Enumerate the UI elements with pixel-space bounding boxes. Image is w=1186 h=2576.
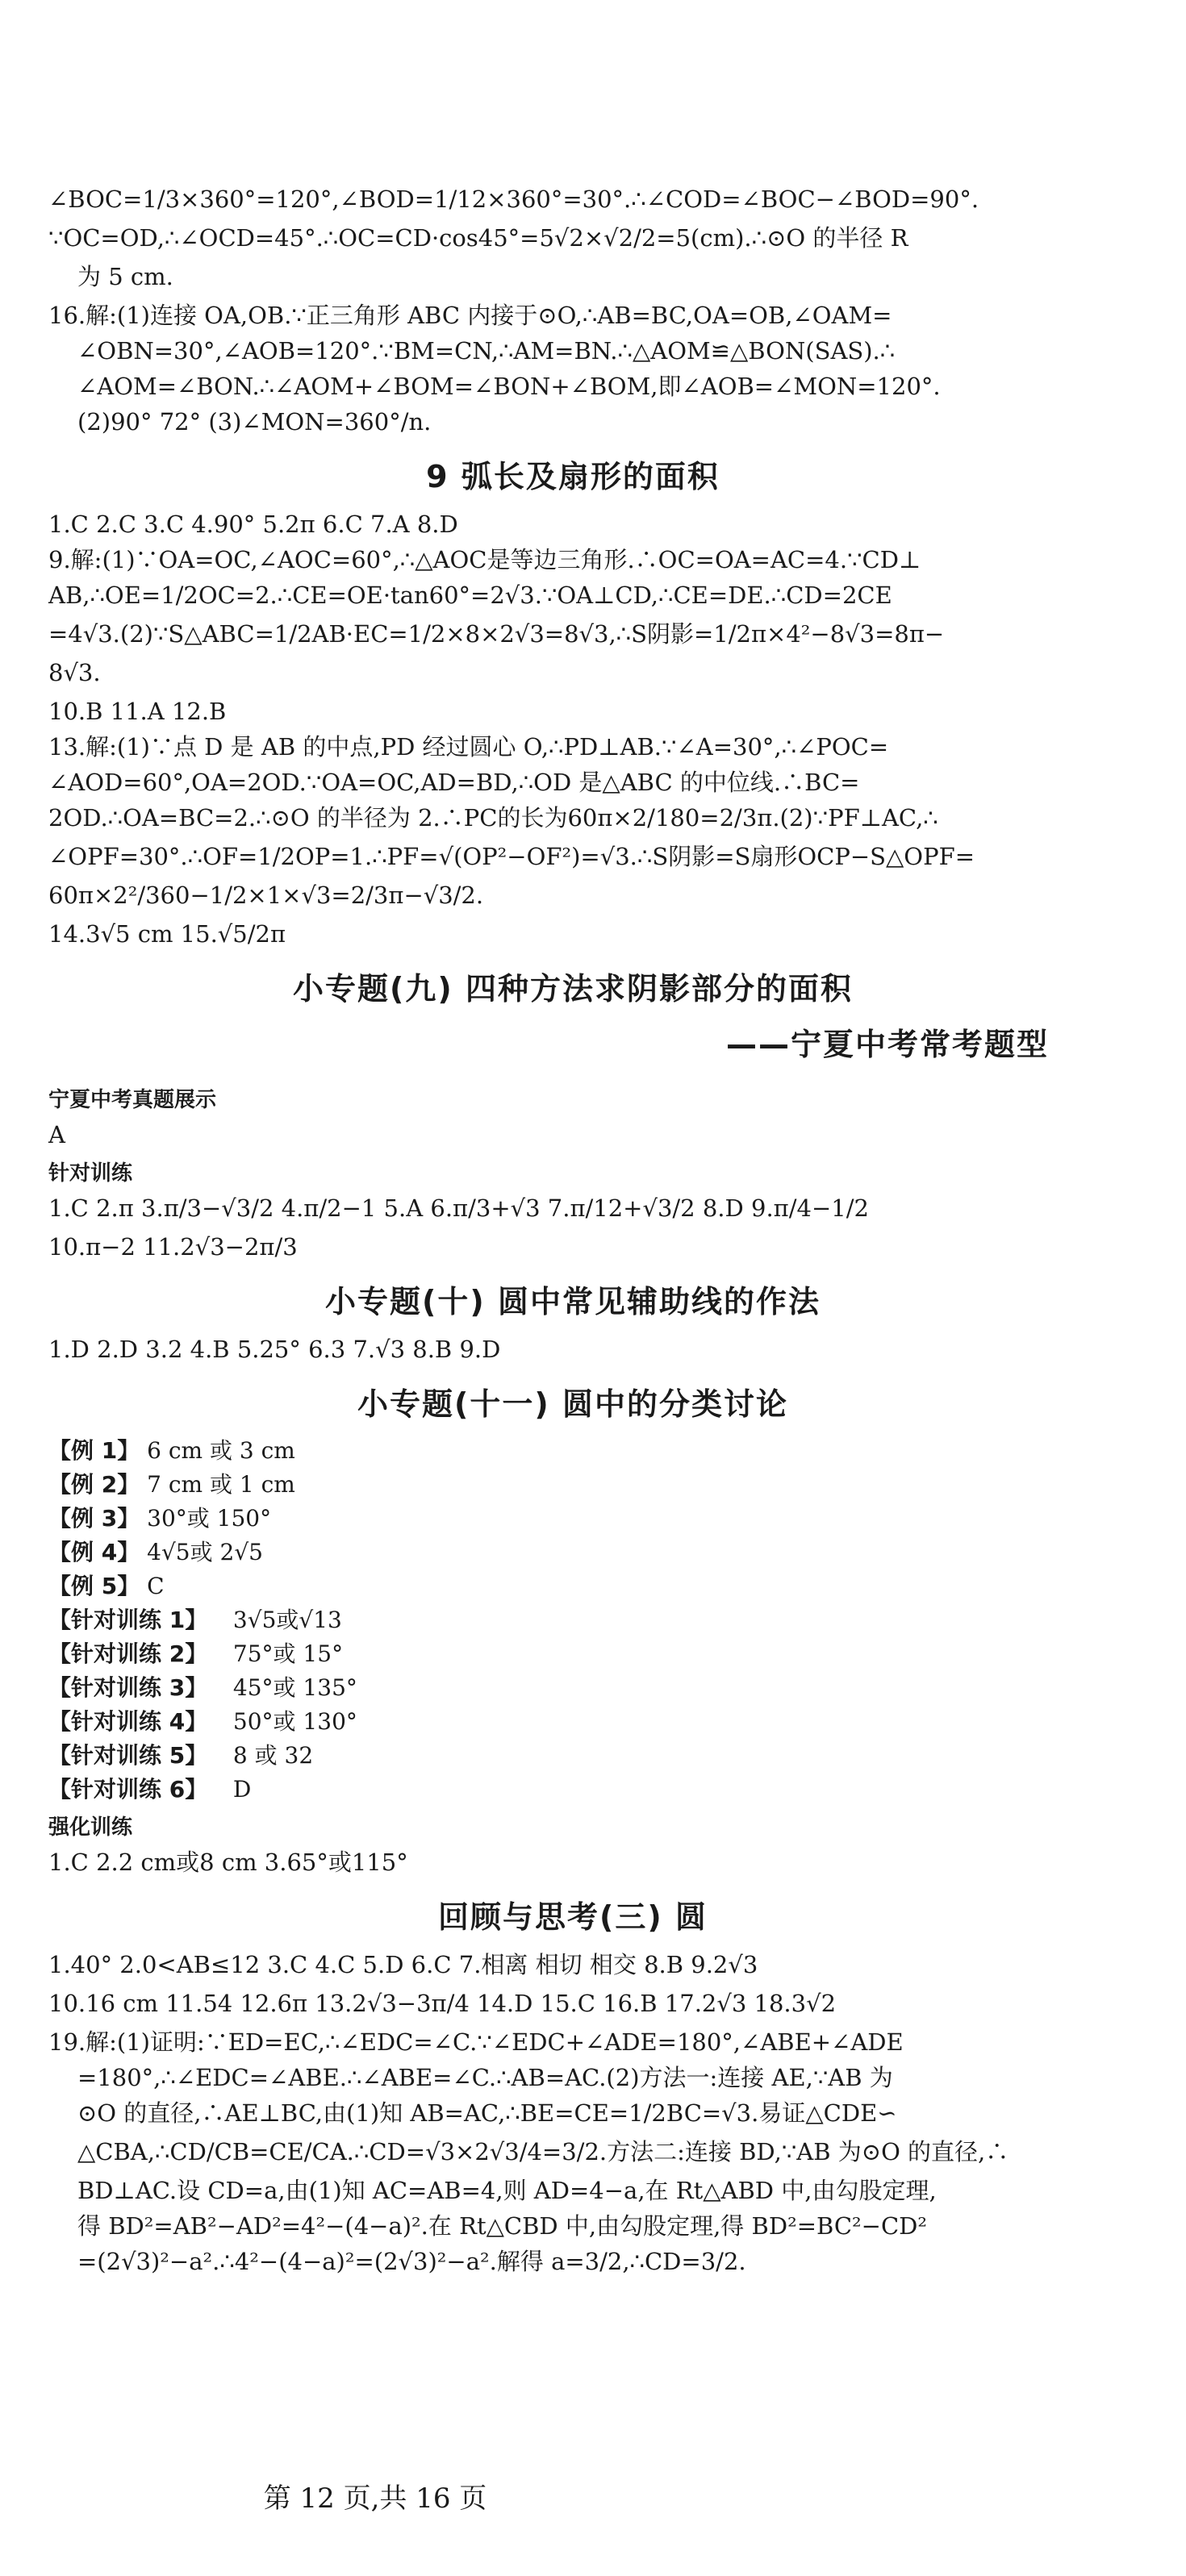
training-row (48, 1675, 1097, 1701)
example-answer: 4√5或 2√5 (147, 1539, 263, 1565)
text-line: =180°,∴∠EDC=∠ABE.∴∠ABE=∠C.∴AB=AC.(2)方法一:连接 AE,∵AB 为 (77, 2064, 893, 2091)
text-line: ∠AOM=∠BON.∴∠AOM+∠BOM=∠BON+∠BOM,即∠AOB=∠MON=120°. (77, 373, 941, 400)
training-row (48, 1641, 1097, 1667)
section-heading: 小专题(十) 圆中常见辅助线的作法 (325, 1284, 821, 1319)
answer-row: 10.B 11.A 12.B (48, 698, 227, 725)
text-line: 2OD.∴OA=BC=2.∴⊙O 的半径为 2.∴PC的长为60π×2/180=2/3π.(2)∵PF⊥AC,∴ (48, 804, 938, 832)
answer-row: 1.C 2.2 cm或8 cm 3.65°或115° (48, 1849, 408, 1876)
text-line: ∠BOC=1/3×360°=120°,∠BOD=1/12×360°=30°.∴∠COD=∠BOC−∠BOD=90°. (48, 185, 979, 213)
training-label: 【针对训练 6】 (48, 1776, 208, 1803)
training-answer: 75°或 15° (232, 1640, 344, 1667)
text-line: ∠OPF=30°.∴OF=1/2OP=1.∴PF=√(OP²−OF²)=√3.∴S阴影=S扇形OCP−S△OPF= (48, 843, 975, 870)
example-row (48, 1574, 1097, 1599)
answer-row: 14.3√5 cm 15.√5/2π (48, 920, 286, 948)
text-line: 60π×2²/360−1/2×1×√3=2/3π−√3/2. (48, 882, 484, 909)
example-row (48, 1472, 1097, 1498)
training-answer: D (232, 1776, 252, 1803)
text-line: 为 5 cm. (77, 263, 173, 290)
example-answer: C (147, 1573, 165, 1599)
answer-row: 1.D 2.D 3.2 4.B 5.25° 6.3 7.√3 8.B 9.D (48, 1336, 501, 1363)
example-row (48, 1438, 1097, 1464)
training-label: 【针对训练 4】 (48, 1708, 208, 1735)
training-row (48, 1709, 1097, 1735)
text-line: 得 BD²=AB²−AD²=4²−(4−a)².在 Rt△CBD 中,由勾股定理,得 BD²=BC²−CD² (77, 2212, 928, 2240)
text-line: 8√3. (48, 659, 101, 686)
text-line: =4√3.(2)∵S△ABC=1/2AB·EC=1/2×8×2√3=8√3,∴S阴影=1/2π×4²−8√3=8π− (48, 620, 945, 648)
text-line: =(2√3)²−a².∴4²−(4−a)²=(2√3)²−a².解得 a=3/2,∴CD=3/2. (77, 2248, 746, 2275)
answer-row: 10.π−2 11.2√3−2π/3 (48, 1233, 298, 1261)
text-line: ∠OBN=30°,∠AOB=120°.∵BM=CN,∴AM=BN.∴△AOM≌△BON(SAS).∴ (77, 337, 896, 365)
answer-row: 1.C 2.C 3.C 4.90° 5.2π 6.C 7.A 8.D (48, 511, 458, 538)
example-answer: 30°或 150° (147, 1505, 272, 1532)
text-line: △CBA,∴CD/CB=CE/CA.∴CD=√3×2√3/4=3/2.方法二:连接 BD,∵AB 为⊙O 的直径,∴ (77, 2138, 1009, 2165)
sub-heading: 强化训练 (48, 1815, 133, 1840)
training-answer: 50°或 130° (232, 1708, 357, 1735)
text-line: 13.解:(1)∵点 D 是 AB 的中点,PD 经过圆心 O,∴PD⊥AB.∵∠A=30°,∴∠POC= (48, 733, 889, 761)
sub-heading: 针对训练 (48, 1161, 133, 1186)
section-heading: 小专题(九) 四种方法求阴影部分的面积 (293, 971, 853, 1007)
text-line: 19.解:(1)证明:∵ED=EC,∴∠EDC=∠C.∵∠EDC+∠ADE=180°,∠ABE+∠ADE (48, 2028, 904, 2056)
training-row (48, 1607, 1097, 1633)
training-row (48, 1777, 1097, 1803)
example-label: 【例 1】 (48, 1437, 140, 1464)
training-label: 【针对训练 3】 (48, 1674, 208, 1701)
text-line: ∵OC=OD,∴∠OCD=45°.∴OC=CD·cos45°=5√2×√2/2=5(cm).∴⊙O 的半径 R (48, 224, 908, 252)
training-label: 【针对训练 5】 (48, 1742, 208, 1769)
example-row (48, 1540, 1097, 1565)
example-answer: 7 cm 或 1 cm (147, 1471, 295, 1498)
training-label: 【针对训练 1】 (48, 1607, 208, 1633)
text-line: 16.解:(1)连接 OA,OB.∵正三角形 ABC 内接于⊙O,∴AB=BC,OA=OB,∠OAM= (48, 302, 892, 329)
text-line: ⊙O 的直径,∴AE⊥BC,由(1)知 AB=AC,∴BE=CE=1/2BC=√3.易证△CDE∽ (77, 2099, 897, 2127)
text-line: AB,∴OE=1/2OC=2.∴CE=OE·tan60°=2√3.∵OA⊥CD,∴CE=DE.∴CD=2CE (48, 581, 892, 609)
training-answer: 8 或 32 (232, 1742, 314, 1769)
answer-row: 10.16 cm 11.54 12.6π 13.2√3−3π/4 14.D 15.C 16.B 17.2√3 18.3√2 (48, 1990, 837, 2017)
text-line: ∠AOD=60°,OA=2OD.∵OA=OC,AD=BD,∴OD 是△ABC 的中位线.∴BC= (48, 769, 860, 796)
example-row (48, 1506, 1097, 1532)
training-label: 【针对训练 2】 (48, 1640, 208, 1667)
text-line: BD⊥AC.设 CD=a,由(1)知 AC=AB=4,则 AD=4−a,在 Rt△ABD 中,由勾股定理, (77, 2177, 937, 2204)
text-line: 9.解:(1)∵OA=OC,∠AOC=60°,∴△AOC是等边三角形.∴OC=OA=AC=4.∵CD⊥ (48, 546, 921, 573)
example-label: 【例 3】 (48, 1505, 140, 1532)
training-answer: 45°或 135° (232, 1674, 357, 1701)
section-heading: 小专题(十一) 圆中的分类讨论 (357, 1386, 788, 1422)
example-label: 【例 5】 (48, 1573, 140, 1599)
answer-row: 1.40° 2.0<AB≤12 3.C 4.C 5.D 6.C 7.相离 相切 相交 8.B 9.2√3 (48, 1951, 758, 1978)
training-row (48, 1743, 1097, 1769)
answer-page (48, 185, 1097, 2286)
training-answer: 3√5或√13 (232, 1607, 342, 1633)
text-line: (2)90° 72° (3)∠MON=360°/n. (77, 408, 432, 436)
section-heading: 9 弧长及扇形的面积 (426, 459, 720, 494)
example-label: 【例 4】 (48, 1539, 140, 1565)
section-heading: 回顾与思考(三) 圆 (438, 1899, 708, 1935)
page-footer: 第 12 页,共 16 页 (263, 2482, 487, 2515)
answer-row: A (48, 1121, 65, 1148)
section-subheading: ——宁夏中考常考题型 (725, 1027, 1049, 1062)
answer-row: 1.C 2.π 3.π/3−√3/2 4.π/2−1 5.A 6.π/3+√3 7.π/12+√3/2 8.D 9.π/4−1/2 (48, 1194, 869, 1222)
example-label: 【例 2】 (48, 1471, 140, 1498)
sub-heading: 宁夏中考真题展示 (48, 1088, 217, 1112)
example-answer: 6 cm 或 3 cm (147, 1437, 295, 1464)
